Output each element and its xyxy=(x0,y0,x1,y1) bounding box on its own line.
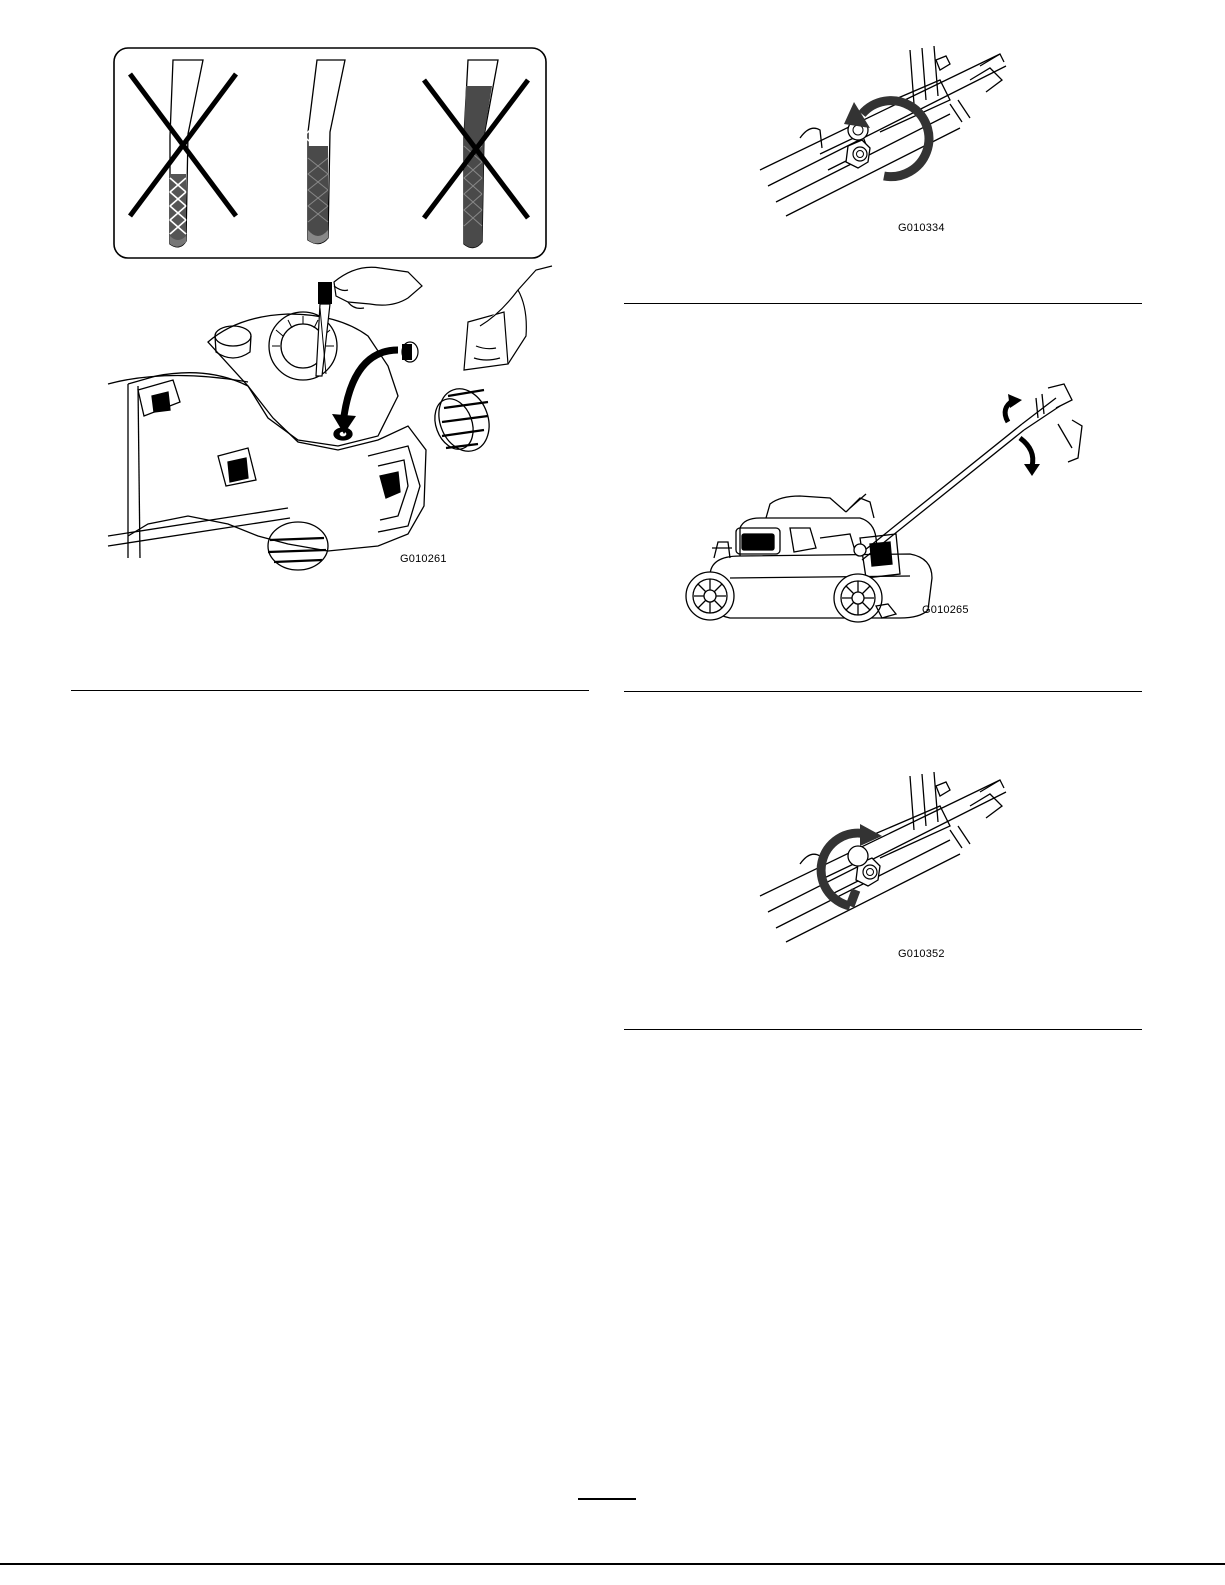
dipstick-inserted xyxy=(316,282,332,376)
dipstick-illustration xyxy=(108,46,558,566)
figure-mower-handle-adjust xyxy=(670,378,1100,628)
figure-knob-loosen xyxy=(750,44,1020,244)
hand-right xyxy=(464,266,552,370)
section-divider xyxy=(624,1029,1142,1030)
mower-illustration xyxy=(670,378,1100,628)
figure-code: G010352 xyxy=(898,948,945,960)
dipstick-low xyxy=(130,60,236,247)
page-number-rule xyxy=(578,1498,636,1500)
dipstick-ok xyxy=(304,60,345,244)
figure-dipstick-check xyxy=(108,46,558,566)
section-divider xyxy=(624,691,1142,692)
engine-illustration xyxy=(108,312,497,570)
knob xyxy=(848,846,880,886)
section-divider xyxy=(71,690,589,691)
footer-rule xyxy=(0,1563,1225,1565)
hand-top xyxy=(334,267,422,308)
knob-loosen-illustration xyxy=(750,44,1020,244)
figure-code: G010265 xyxy=(922,604,969,616)
curved-arrow xyxy=(332,350,398,434)
section-divider xyxy=(624,303,1142,304)
oil-cap xyxy=(402,342,418,362)
figure-knob-tighten xyxy=(750,770,1020,970)
figure-code: G010261 xyxy=(400,553,447,565)
figure-code: G010334 xyxy=(898,222,945,234)
rotate-arrow xyxy=(1005,394,1040,476)
knob-tighten-illustration xyxy=(750,770,1020,970)
dipstick-high xyxy=(424,60,528,248)
